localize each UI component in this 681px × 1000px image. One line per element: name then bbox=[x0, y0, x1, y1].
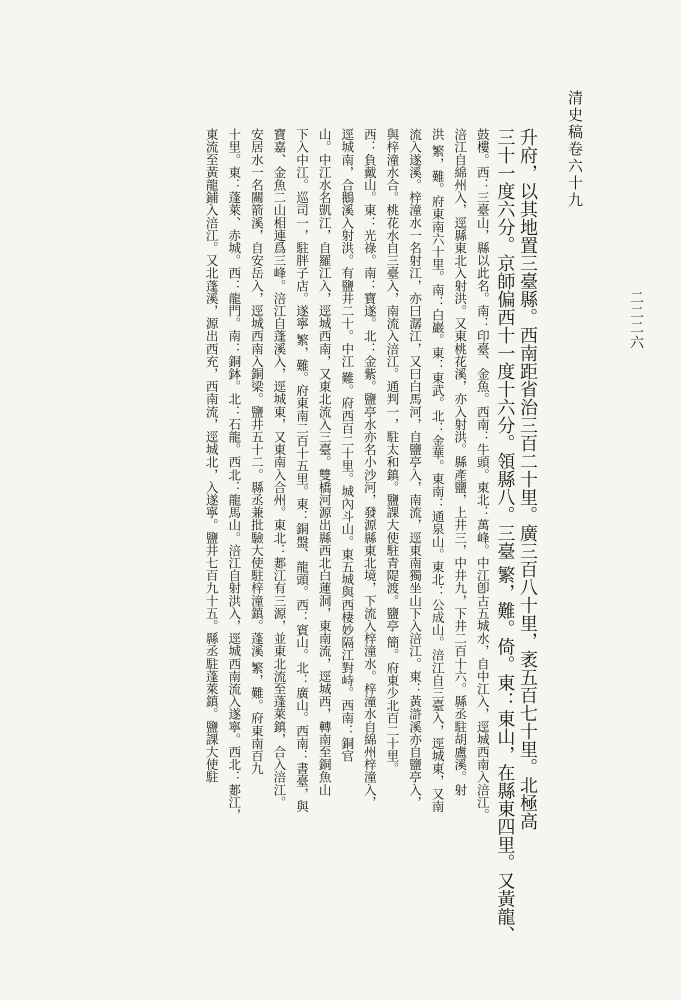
text-column: 十里。東：蓬萊、赤城。西：龍門。南：銅鉢。北：石龍。西北：龍馬山。涪江自射洪入，逕城西南流入遂寧。西北：郪江， bbox=[226, 128, 242, 821]
text-column: 洪 繁，難。府東南六十里。南：白巖。東：東武。北：金華。東南：通泉山。東北：公成山。涪江自三臺入，逕城東，又南 bbox=[429, 128, 445, 813]
text-column: 流入遂溪。梓潼水一名射江，亦曰潺江，又曰白馬河，自鹽亭入，南流，逕東南獨坐山下入涪江。東：黃滸溪亦自鹽亭入， bbox=[407, 128, 423, 809]
text-body bbox=[138, 128, 538, 978]
text-column: 寶嘉、金魚二山相連爲三峰。涪江自蓬溪入，逕城東，又東南入合州。東北：郪江有三源，並東北流至蓬萊鎮，合入涪江。 bbox=[271, 128, 287, 809]
text-column: 升府，以其地置三臺縣。西南距省治三百二十里。廣三百八十里，袤五百七十里。北極高 bbox=[517, 128, 538, 830]
text-column: 東流至黃龍鋪入涪江。又北蓬溪，源出西充，西南流，逕城北，入遂寧。鹽井七百九十五。縣丞駐蓬萊鎮。鹽課大使駐 bbox=[203, 128, 219, 784]
text-column: 西：負戴山。東：光祿。南：寶遂。北：金紫。鹽亭水亦名小沙河，發源縣東北境，下流入梓潼水。梓潼水自綿州梓潼入， bbox=[361, 128, 377, 809]
text-column: 安居水一名關箭溪，自安岳入，逕城西南入銅梁。鹽井五十二。縣丞兼批驗大使駐梓潼鎮。蓬溪 繁，難。府東南百九 bbox=[248, 128, 264, 775]
text-column: 山。中江水名凱江，自羅江入，逕城西南，又東北流入三臺。雙橋河源出縣西北白蓮洞，東南流，逕城西，轉南至銅魚山 bbox=[316, 128, 332, 796]
text-column: 與梓潼水合。桃花水自三臺入，南流入涪江。通判一，駐太和鎮。鹽課大使駐青隄渡。鹽亭 簡。府東少北百二十里。 bbox=[384, 128, 400, 775]
page-number: 二二二六 bbox=[628, 290, 644, 350]
text-column: 涪江自綿州入，逕縣東北入射洪。又東桃花溪，亦入射洪。縣產鹽，上井三，中井九，下井二百十六。縣丞駐胡盧溪。射 bbox=[452, 128, 468, 796]
text-column: 三十一度六分。京師偏西十一度十六分。領縣八。三臺 繁，難。倚。東：東山，在縣東四里。又黃龍、 bbox=[494, 128, 516, 944]
text-column: 逕城南，合鵝溪入射洪。有鹽井二十。中江 難。府西百二十里。城內斗山。東五城與西棲妙隔江對峙。西南：銅官 bbox=[339, 128, 355, 763]
text-column: 鼓樓。西：三臺山，縣以此名。南：印臺、金魚。西南：牛頭。東北：萬峰。中江卽古五城水，自中江入，逕城西南入涪江。 bbox=[474, 128, 490, 821]
text-column: 下入中江。巡司一，駐胖子店。遂寧 繁，難。府東南二百十五里。東：銅盤、龍頭。西：賓山。北：廣山。西南：書臺，與 bbox=[294, 128, 310, 813]
running-header: 清史稿卷六十九 bbox=[566, 90, 584, 209]
